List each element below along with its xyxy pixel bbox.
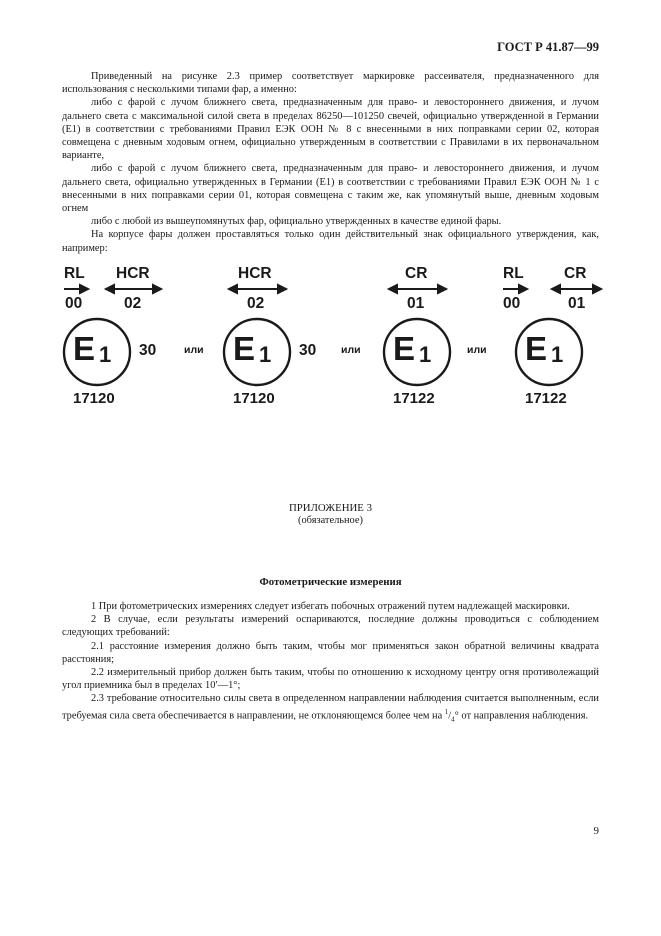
- series-number: 01: [568, 295, 586, 312]
- approval-marking-figure: [0, 262, 661, 422]
- paragraph: 2.3 требование относительно силы света в определенном направлении наблюдения считается выполненным, если требуемая сила света обеспечивается в направлении, не отклоняющемся более чем на $^1/_4^\circ$ от направления наблюдения.: [62, 693, 599, 724]
- marking-label: CR: [564, 265, 587, 282]
- approval-number: 17120: [73, 390, 115, 407]
- approval-emblem: E: [525, 330, 548, 367]
- paragraph: либо с фарой с лучом ближнего света, предназначенным для право- и левостороннего движения, и лучом дальнего света, официально утвержденных в Германии (E1) в соответствии с требованиями Правил ЕЭК ООН № 1 с внесенными в них поправками серии 01, которая совмещена с таким же, как упомянутый выше, дневным ходовым огнем: [62, 163, 599, 215]
- approval-number: 17122: [525, 390, 567, 407]
- appendix-status: (обязательное): [298, 515, 363, 526]
- approval-number: 17122: [393, 390, 435, 407]
- reference-value: 30: [139, 342, 157, 359]
- appendix-title: ПРИЛОЖЕНИЕ 3: [288, 502, 372, 514]
- marking-label: CR: [405, 265, 428, 282]
- arrow-head: [389, 285, 397, 293]
- arrow-head: [278, 285, 286, 293]
- intro-text: [62, 70, 599, 255]
- marking-label: HCR: [116, 265, 150, 282]
- marking-label: RL: [503, 265, 524, 282]
- series-number: 02: [124, 295, 142, 312]
- arrow-head: [229, 285, 237, 293]
- arrow-head: [552, 285, 560, 293]
- paragraph: 1 При фотометрических измерениях следует избегать побочных отражений путем надлежащей маскировки.: [91, 601, 570, 612]
- separator-word: или: [184, 344, 204, 356]
- series-number: 02: [247, 295, 265, 312]
- paragraph-text: 2.3 требование относительно силы света в определенном направлении наблюдения считается выполненным, если требуемая сила света обеспечивается в направлении, не отклоняющемся более чем на: [62, 693, 599, 722]
- approval-number: 17120: [233, 390, 275, 407]
- paragraph: либо с фарой с лучом ближнего света, предназначенным для право- и левостороннего движения, и лучом дальнего света с максимальной силой света в пределах 86250—101250 свечей, официально утвержденной в Германии (E1) в соответствии с требованиями Правил ЕЭК ООН № 8 с внесенными в них поправками серии 02, которая совмещена с дневным ходовым огнем, официально утвержденным в соответствии с Правилами в их первоначальном варианте,: [62, 97, 599, 162]
- country-code: 1: [259, 342, 272, 367]
- paragraph: Приведенный на рисунке 2.3 пример соответствует маркировке рассеивателя, предназначенного для использования с несколькими типами фар, а именно:: [62, 71, 599, 96]
- series-number: 01: [407, 295, 425, 312]
- reference-value: 30: [299, 342, 317, 359]
- series-number: 00: [503, 295, 521, 312]
- arrow-head: [593, 285, 601, 293]
- arrow-head: [519, 285, 527, 293]
- arrow-head: [153, 285, 161, 293]
- arrow-head: [438, 285, 446, 293]
- series-number: 00: [65, 295, 83, 312]
- fraction-numerator: 1: [444, 707, 449, 716]
- country-code: 1: [551, 342, 564, 367]
- fraction-denominator: 4: [451, 715, 455, 724]
- separator-word: или: [467, 344, 487, 356]
- page-number: 9: [593, 825, 599, 837]
- approval-emblem: E: [393, 330, 416, 367]
- marking-label: RL: [64, 265, 85, 282]
- country-code: 1: [419, 342, 432, 367]
- paragraph-text: ° от направления наблюдения.: [454, 710, 589, 722]
- arrow-head: [80, 285, 88, 293]
- arrow-head: [106, 285, 114, 293]
- paragraph: либо с любой из вышеупомянутых фар, официально утвержденных в качестве единой фары.: [91, 216, 502, 228]
- paragraph: 2 В случае, если результаты измерений оспариваются, последние должны проводиться с соблюдением следующих требований:: [62, 614, 599, 639]
- standard-id: ГОСТ Р 41.87—99: [497, 40, 599, 54]
- marking-label: HCR: [238, 265, 272, 282]
- paragraph: 2.2 измерительный прибор должен быть таким, чтобы по отношению к исходному центру огня противолежащий угол приемника был в пределах 10′—1°;: [62, 667, 599, 692]
- approval-emblem: E: [233, 330, 256, 367]
- approval-emblem: E: [73, 330, 96, 367]
- section-title: Фотометрические измерения: [259, 576, 402, 588]
- country-code: 1: [99, 342, 112, 367]
- paragraph: На корпусе фары должен проставляться только один действительный знак официального утверждения, как, например:: [62, 229, 599, 254]
- separator-word: или: [341, 344, 361, 356]
- section-text: [62, 600, 599, 726]
- paragraph: 2.1 расстояние измерения должно быть таким, чтобы мог применяться закон обратной величины квадрата расстояния;: [62, 640, 599, 665]
